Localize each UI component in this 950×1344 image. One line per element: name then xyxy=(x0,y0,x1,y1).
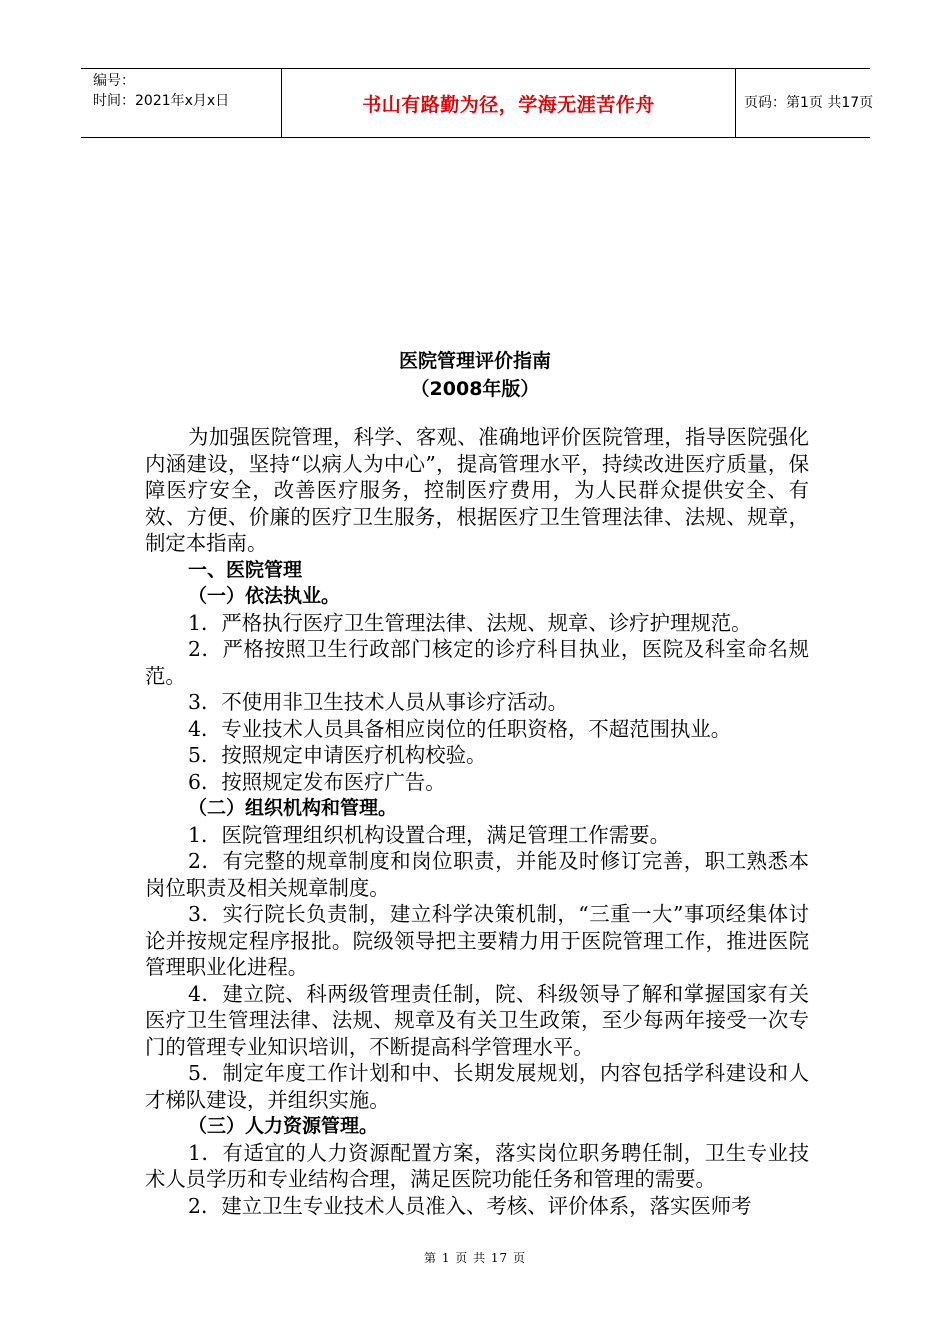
code-label: 编号： xyxy=(93,73,135,89)
document-title: 医院管理评价指南 xyxy=(398,350,551,372)
list-item: 3．实行院长负责制，建立科学决策机制，“三重一大”事项经集体讨论并按规定程序报批。院级领导把主要精力用于医院管理工作，推进医院管理职业化进程。 xyxy=(145,902,809,979)
list-item: 5．按照规定申请医疗机构校验。 xyxy=(188,743,487,767)
list-item: 5．制定年度工作计划和中、长期发展规划，内容包括学科建设和人才梯队建设，并组织实施。 xyxy=(145,1061,809,1112)
list-item: 2．建立卫生专业技术人员准入、考核、评价体系，落实医师考 xyxy=(188,1193,752,1218)
header-table xyxy=(81,68,874,138)
document-edition: （2008年版） xyxy=(410,378,540,400)
section-heading: 一、医院管理 xyxy=(188,558,303,581)
document-body xyxy=(145,424,809,1219)
list-item: 1．有适宜的人力资源配置方案，落实岗位职务聘任制，卫生专业技术人员学历和专业结构合理，满足医院功能任务和管理的需要。 xyxy=(145,1140,809,1191)
intro-paragraph: 为加强医院管理，科学、客观、准确地评价医院管理，指导医院强化内涵建设，坚持“以病人为中心”，提高管理水平，持续改进医疗质量，保障医疗安全，改善医疗服务，控制医疗费用，为人民群众提供安全、有效、方便、价廉的医疗卫生服务，根据医疗卫生管理法律、法规、规章，制定本指南。 xyxy=(145,425,809,555)
header-page-cell xyxy=(735,69,874,137)
motto-text: 书山有路勤为径，学海无涯苦作舟 xyxy=(362,94,655,116)
date-label: 时间：2021年x月x日 xyxy=(93,93,230,109)
header-motto-cell xyxy=(281,69,736,137)
page-info: 页码：第1页 共17页 xyxy=(744,95,874,111)
list-item: 6．按照规定发布医疗广告。 xyxy=(188,769,446,794)
list-item: 2．严格按照卫生行政部门核定的诊疗科目执业，医院及科室命名规范。 xyxy=(145,637,809,688)
list-item: 1．医院管理组织机构设置合理，满足管理工作需要。 xyxy=(188,822,670,847)
list-item: 4．专业技术人员具备相应岗位的任职资格，不超范围执业。 xyxy=(188,716,732,741)
list-item: 2．有完整的规章制度和岗位职责，并能及时修订完善，职工熟悉本岗位职责及相关规章制度。 xyxy=(145,849,809,900)
header-meta-cell xyxy=(81,69,281,137)
subsection-heading: （一）依法执业。 xyxy=(188,585,341,607)
page-footer: 第 1 页 共 17 页 xyxy=(424,1251,526,1265)
list-item: 4．建立院、科两级管理责任制，院、科级领导了解和掌握国家有关医疗卫生管理法律、法规、规章及有关卫生政策，至少每两年接受一次专门的管理专业知识培训，不断提高科学管理水平。 xyxy=(145,981,809,1059)
subsection-heading: （三）人力资源管理。 xyxy=(188,1115,379,1137)
list-item: 3．不使用非卫生技术人员从事诊疗活动。 xyxy=(188,690,569,714)
subsection-heading: （二）组织机构和管理。 xyxy=(188,797,398,819)
list-item: 1．严格执行医疗卫生管理法律、法规、规章、诊疗护理规范。 xyxy=(188,610,752,635)
